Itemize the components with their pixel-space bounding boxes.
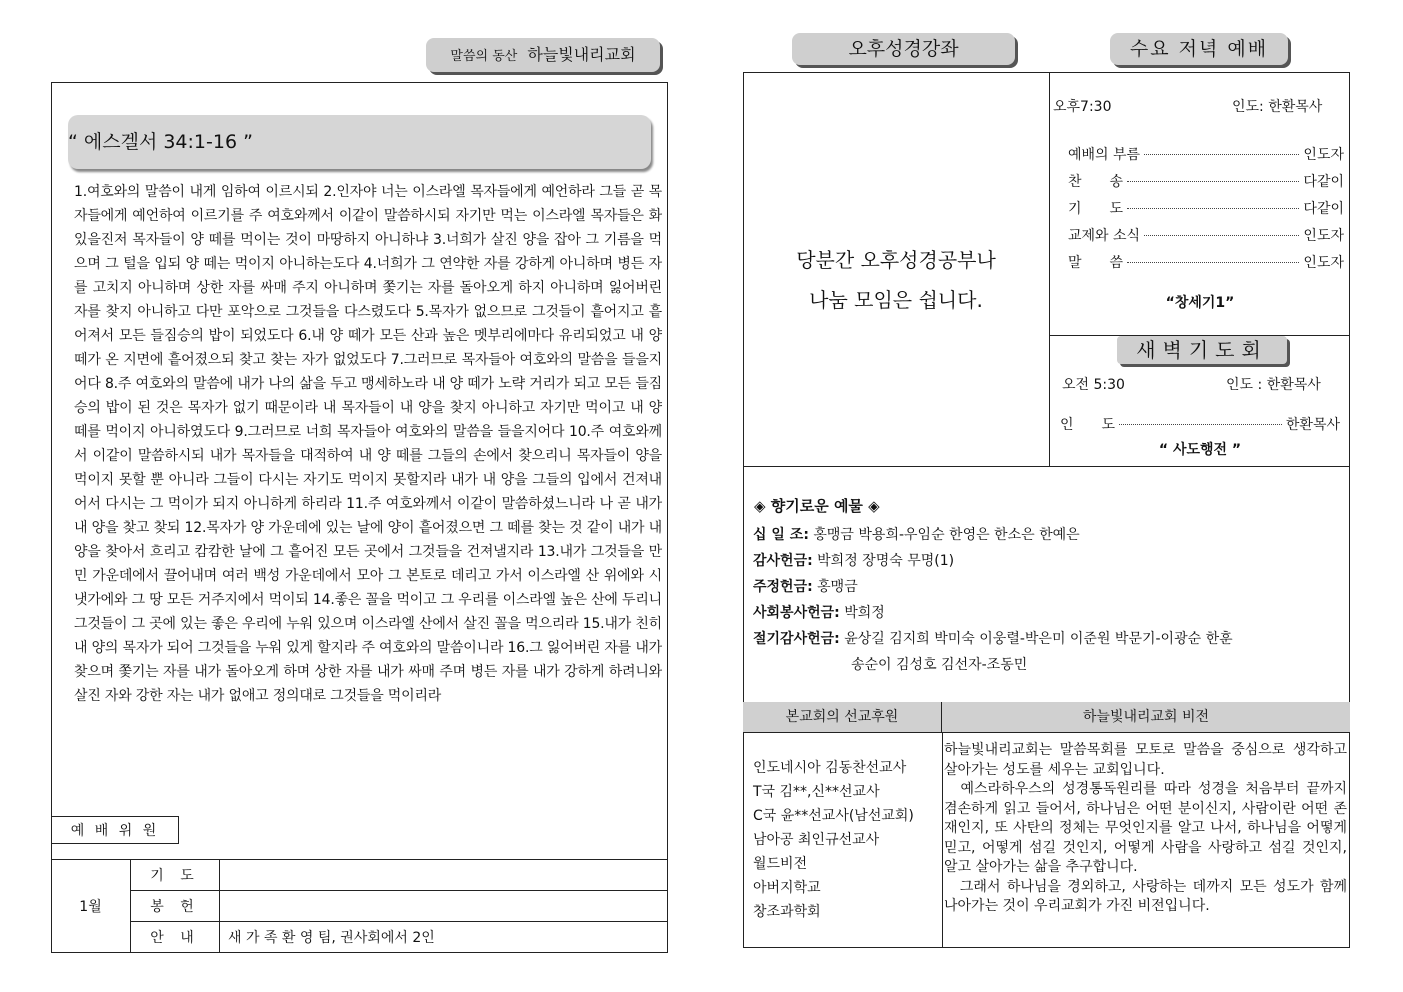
worship-committee-table	[51, 859, 668, 953]
table-row	[51, 891, 668, 922]
order-item: 기 도	[1068, 201, 1124, 217]
afternoon-study-title: 오후성경강좌	[792, 33, 1015, 65]
wednesday-service-title: 수요 저녁 예배	[1110, 33, 1288, 65]
order-who: 인도자	[1303, 255, 1344, 271]
offering-names: 박희정 장명숙 무명(1)	[812, 553, 955, 569]
worship-committee-label: 예 배 위 원	[51, 816, 179, 844]
divider	[743, 466, 1350, 467]
dawn-order-row	[1060, 414, 1340, 434]
notice-line: 당분간 오후성경공부나	[796, 248, 996, 272]
offerings-title: ◈ 향기로운 예물 ◈	[754, 497, 880, 515]
order-who: 한환목사	[1285, 417, 1340, 433]
offering-names: 홍맹금	[812, 579, 858, 595]
notice-line: 나눔 모임은 쉽니다.	[809, 288, 983, 312]
dawn-time: 오전 5:30	[1062, 377, 1125, 393]
list-item: 아버지학교	[753, 880, 821, 896]
order-who: 인도자	[1303, 228, 1344, 244]
list-item: 창조과학회	[753, 904, 821, 920]
list-item: 월드비전	[753, 856, 808, 872]
role-value-cell: 새 가 족 환 영 팀, 권사회에서 2인	[220, 922, 669, 953]
wednesday-leader: 인도: 한환목사	[1232, 99, 1323, 115]
role-value-cell	[220, 860, 669, 891]
wednesday-sermon: “창세기1”	[1165, 295, 1235, 311]
dot-leader	[1127, 208, 1299, 209]
offering-category: 십 일 조:	[753, 527, 809, 543]
dot-leader	[1119, 424, 1282, 425]
offering-category: 주정헌금:	[753, 579, 813, 595]
role-cell: 기 도	[131, 860, 220, 891]
order-item: 말 씀	[1068, 255, 1124, 271]
church-vision-text	[944, 741, 1347, 917]
role-value-cell	[220, 891, 669, 922]
dawn-sermon: “ 사도행전 ”	[1158, 442, 1242, 458]
role-cell: 안 내	[131, 922, 220, 953]
order-who: 다같이	[1303, 174, 1344, 190]
order-row	[1068, 171, 1344, 198]
list-item: T국 김**,신**선교사	[753, 784, 880, 800]
month-cell: 1월	[51, 860, 131, 953]
order-item: 교제와 소식	[1068, 228, 1141, 244]
order-item: 찬 송	[1068, 174, 1124, 190]
vision-paragraph: 하늘빛내리교회는 말씀목회를 모토로 말씀을 중심으로 생각하고 살아가는 성도를 세우는 교회입니다.	[944, 742, 1347, 778]
church-tag	[426, 38, 660, 72]
offerings-list	[753, 522, 1343, 678]
dot-leader	[1127, 181, 1299, 182]
table-row	[51, 922, 668, 953]
scripture-text: 1.여호와의 말씀이 내게 임하여 이르시되 2.인자야 너는 이스라엘 목자들에게 예언하라 그들 곧 목자들에게 예언하여 이르기를 주 여호와께서 이같이 말씀하시되 자기만 먹는 이스라엘 목자들은 화 있을진저 목자들이 양 떼를 먹이는 것이 마땅하지 아니하냐 3.너희가 살진 양을 잡아 그 기름을 먹으며 그 털을 입되 양 떼는 먹이지 아니하는도다 4.너희가 그 연약한 자를 강하게 아니하며 병든 자를 고치지 아니하며 상한 자를 싸매 주지 아니하며 쫓기는 자를 돌아오게 하지 아니하며 잃어버린 자를 찾지 아니하고 다만 포악으로 그것들을 다스렸도다 5.목자가 없으므로 그것들이 흩어지고 흩어져서 모든 들짐승의 밥이 되었도다 6.내 양 떼가 모든 산과 높은 멧부리에마다 유리되었고 내 양 떼가 온 지면에 흩어졌으되 찾고 찾는 자가 없었도다 7.그러므로 목자들아 여호와의 말씀을 들을지어다 8.주 여호와의 말씀에 내가 나의 삶을 두고 맹세하노라 내 양 떼가 노략 거리가 되고 모든 들짐승의 밥이 된 것은 목자가 없기 때문이라 내 목자들이 내 양을 찾지 아니하고 자기만 먹이고 내 양 떼를 먹이지 아니하였도다 9.그러므로 너희 목자들아 여호와의 말씀을 들을지어다 10.주 여호와께서 이같이 말씀하시되 내가 목자들을 대적하여 내 양 떼를 그들의 손에서 찾으리니 목자들이 양을 먹이지 못할 뿐 아니라 그들이 다시는 자기도 먹이지 못할지라 내가 내 양을 그들의 입에서 건져내어서 다시는 그 먹이가 되지 아니하게 하리라 11.주 여호와께서 이같이 말씀하셨느니라 나 곧 내가 내 양을 찾고 찾되 12.목자가 양 가운데에 있는 날에 양이 흩어졌으면 그 떼를 찾는 것 같이 내가 내 양을 찾아서 흐리고 캄캄한 날에 그 흩어진 모든 곳에서 그것들을 건져낼지라 13.내가 그것들을 만민 가운데에서 끌어내며 여러 백성 가운데에서 모아 그 본토로 데리고 가서 이스라엘 산 위에와 시냇가에와 그 땅 모든 거주지에서 먹이되 14.좋은 꼴을 먹이고 그 우리를 이스라엘 높은 산에 두리니 그것들이 그 곳에 있는 좋은 우리에 누워 있으며 이스라엘 산에서 살진 꼴을 먹으리라 15.내가 친히 내 양의 목자가 되어 그것들을 누워 있게 할지라 주 여호와의 말씀이니라 16.그 잃어버린 자를 내가 찾으며 쫓기는 자를 내가 돌아오게 하며 상한 자를 내가 싸매 주며 병든 자를 내가 강하게 하려니와 살진 자와 강한 자는 내가 없애고 정의대로 그것들을 먹이리라	[74, 184, 662, 704]
order-row	[1068, 252, 1344, 279]
offering-line	[753, 548, 1343, 574]
divider	[942, 733, 943, 948]
mission-support-list	[753, 756, 914, 924]
order-who: 다같이	[1303, 201, 1344, 217]
order-item: 예배의 부름	[1068, 147, 1141, 163]
church-motto: 말씀의 동산	[450, 49, 518, 64]
mission-support-header: 본교회의 선교후원	[743, 702, 942, 733]
offering-continuation: 송순이 김성호 김선자-조동민	[851, 657, 1028, 673]
offering-line	[753, 574, 1343, 600]
offering-names: 홍맹금 박용희-우임순 한영은 한소은 한예은	[808, 527, 1080, 543]
order-item: 인 도	[1060, 417, 1116, 433]
offering-line	[753, 600, 1343, 626]
order-row	[1068, 198, 1344, 225]
dot-leader	[1144, 235, 1299, 236]
scripture-reference: “ 에스겔서 34:1-16 ”	[68, 115, 651, 169]
offering-line	[753, 522, 1343, 548]
role-cell: 봉 헌	[131, 891, 220, 922]
dot-leader	[1127, 262, 1299, 263]
offering-category: 절기감사헌금:	[753, 631, 840, 647]
list-item: 인도네시아 김동찬선교사	[753, 760, 907, 776]
table-row	[51, 860, 668, 891]
wednesday-time: 오후7:30	[1053, 99, 1112, 115]
order-row	[1068, 225, 1344, 252]
offering-names: 박희정	[839, 605, 885, 621]
church-vision-header: 하늘빛내리교회 비전	[942, 702, 1350, 733]
church-name: 하늘빛내리교회	[527, 45, 636, 64]
divider	[1049, 72, 1050, 466]
offering-category: 감사헌금:	[753, 553, 813, 569]
list-item: C국 윤**선교사(남선교회)	[753, 808, 914, 824]
dawn-leader: 인도 : 한환목사	[1226, 377, 1321, 393]
offering-names: 윤상길 김지희 박미숙 이웅렬-박은미 이준원 박문기-이광순 한훈	[839, 631, 1233, 647]
vision-paragraph: 예스라하우스의 성경통독원리를 따라 성경을 처음부터 끝까지 겸손하게 읽고 들어서, 하나님은 어떤 분이신지, 사람이란 어떤 존재인지, 또 사탄의 정체는 무엇인지를 알고 나서, 하나님을 어떻게 믿고, 어떻게 섬길 것인지, 어떻게 사람을 사랑하고 섬길 것인지, 알고 살아가는 삶을 추구합니다.	[944, 781, 1347, 875]
order-who: 인도자	[1303, 147, 1344, 163]
list-item: 남아공 최인규선교사	[753, 832, 880, 848]
order-row	[1068, 144, 1344, 171]
dot-leader	[1144, 154, 1299, 155]
afternoon-notice	[743, 240, 1049, 320]
vision-paragraph: 그래서 하나님을 경외하고, 사랑하는 데까지 모든 성도가 함께 나아가는 것이 우리교회가 가진 비전입니다.	[944, 878, 1347, 914]
wednesday-order	[1068, 144, 1344, 279]
dawn-prayer-title: 새벽기도회	[1117, 336, 1287, 364]
offering-category: 사회봉사헌금:	[753, 605, 840, 621]
offering-line	[753, 626, 1343, 652]
